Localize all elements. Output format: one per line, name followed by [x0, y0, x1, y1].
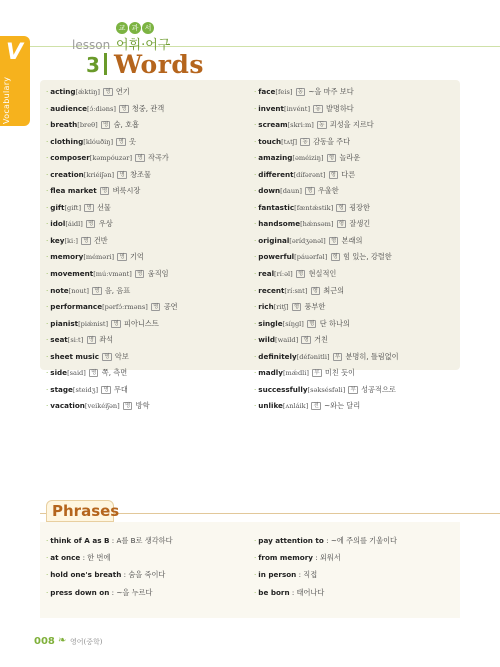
phrase-column-right — [254, 532, 474, 601]
phrase-column-left — [46, 532, 246, 601]
phrase-english: at once — [50, 553, 81, 563]
bullet-icon: · — [254, 335, 257, 345]
word-korean: 굉장한 — [349, 202, 370, 212]
word-entry — [46, 299, 246, 316]
bullet-icon: · — [254, 153, 257, 163]
word-phonetic: [nout] — [68, 286, 89, 295]
bullet-icon: · — [46, 169, 49, 179]
word-entry — [46, 233, 246, 250]
word-korean: 최근의 — [323, 285, 345, 295]
word-english: audience — [50, 103, 87, 113]
bullet-icon: · — [46, 219, 49, 229]
bullet-icon: · — [46, 384, 49, 394]
word-korean: 우울한 — [317, 186, 339, 196]
part-of-speech-badge: 동 — [319, 122, 325, 129]
word-korean: 단 하나의 — [319, 318, 350, 328]
bullet-icon: · — [46, 202, 49, 212]
word-korean: 건반 — [93, 235, 108, 245]
word-english: rich — [258, 302, 274, 312]
word-entry — [254, 216, 454, 233]
word-entry — [254, 150, 454, 167]
word-english: gift — [50, 202, 65, 212]
word-english: madly — [258, 368, 283, 378]
phrase-english: from memory — [258, 553, 313, 563]
word-korean: 쪽, 측면 — [101, 368, 128, 378]
word-entry — [254, 283, 454, 300]
bullet-icon: · — [254, 553, 257, 563]
word-english: memory — [50, 252, 84, 262]
word-korean: 옷 — [128, 136, 136, 146]
part-of-speech-badge: 명 — [121, 105, 127, 112]
word-english: face — [258, 87, 276, 96]
bullet-icon: · — [254, 587, 257, 597]
word-english: different — [258, 169, 294, 179]
phrase-english: hold one's breath — [50, 570, 122, 580]
badge-char: 서 — [142, 22, 154, 34]
word-korean: 피아니스트 — [124, 318, 159, 328]
word-english: stage — [50, 384, 73, 394]
textbook-badge — [116, 22, 155, 34]
footer-text: 영어(중학) — [70, 638, 103, 646]
word-phonetic: [daun] — [280, 187, 302, 196]
phrases-title: Phrases — [52, 502, 120, 520]
word-english: unlike — [258, 401, 283, 411]
part-of-speech-badge: 형 — [303, 337, 309, 344]
word-entry — [254, 382, 454, 399]
word-phonetic: [ərídʒənəl] — [289, 236, 326, 245]
word-phonetic: [steidʒ] — [72, 385, 99, 394]
word-phonetic: [klóuðiŋ] — [83, 137, 114, 146]
part-of-speech-badge: 명 — [86, 204, 92, 211]
phrase-separator: : — [289, 587, 297, 597]
word-english: acting — [50, 87, 76, 96]
word-english: successfully — [258, 384, 308, 394]
word-korean: 기억 — [129, 252, 144, 262]
word-entry — [254, 117, 454, 134]
phrase-entry — [46, 566, 246, 583]
page-number: 008 — [34, 636, 55, 647]
bullet-icon: · — [254, 536, 257, 545]
word-entry — [254, 84, 454, 101]
word-english: single — [258, 318, 283, 328]
word-english: fantastic — [258, 202, 295, 212]
part-of-speech-badge: 형 — [307, 188, 313, 195]
lesson-label: lesson — [72, 38, 111, 52]
part-of-speech-badge: 형 — [338, 204, 344, 211]
part-of-speech-badge: 형 — [309, 320, 315, 327]
phrase-korean: 외워서 — [319, 553, 341, 563]
word-english: recent — [258, 285, 285, 295]
word-entry — [254, 316, 454, 333]
word-column-right — [254, 84, 454, 415]
part-of-speech-badge: 명 — [88, 337, 94, 344]
word-entry — [254, 101, 454, 118]
word-english: touch — [258, 136, 282, 146]
word-phonetic: [pərfɔ́ːrməns] — [102, 303, 148, 312]
word-phonetic: [invént] — [284, 104, 311, 113]
word-entry — [46, 266, 246, 283]
word-english: flea market — [50, 186, 97, 196]
bullet-icon: · — [254, 252, 257, 262]
lesson-number-bar — [104, 53, 107, 75]
part-of-speech-badge: 명 — [83, 237, 89, 244]
word-english: sheet music — [50, 351, 99, 361]
bullet-icon: · — [254, 202, 257, 212]
part-of-speech-badge: 명 — [153, 304, 159, 311]
word-phonetic: [siːt] — [67, 336, 84, 345]
word-english: powerful — [258, 252, 295, 262]
word-korean: 벼룩시장 — [112, 186, 141, 196]
word-korean: 놀라운 — [339, 153, 361, 163]
bullet-icon: · — [254, 235, 257, 245]
word-phonetic: [ɔ́ːdiəns] — [87, 104, 116, 113]
phrase-korean: 한 번에 — [87, 553, 111, 563]
phrase-korean: ~을 누르다 — [116, 587, 153, 597]
word-entry — [46, 382, 246, 399]
phrase-entry — [46, 584, 246, 601]
phrase-separator: : — [296, 570, 304, 580]
word-korean: 창조물 — [130, 169, 151, 179]
word-english: amazing — [258, 153, 293, 163]
part-of-speech-badge: 명 — [119, 254, 125, 261]
word-phonetic: [feis] — [275, 88, 293, 96]
bullet-icon: · — [46, 186, 49, 196]
bullet-icon: · — [46, 351, 49, 361]
word-english: seat — [50, 335, 68, 345]
part-of-speech-badge: 명 — [105, 89, 111, 95]
phrase-entry — [254, 549, 474, 566]
word-korean: 방학 — [135, 401, 150, 411]
word-english: handsome — [258, 219, 301, 229]
word-korean: 숨, 호흡 — [113, 120, 139, 130]
word-phonetic: [fæntǽstik] — [294, 203, 334, 212]
word-entry — [46, 134, 246, 151]
word-entry — [46, 216, 246, 233]
word-entry — [46, 150, 246, 167]
word-phonetic: [kəmpóuzər] — [89, 154, 133, 163]
phrase-separator: : — [80, 553, 88, 563]
phrase-entry — [46, 532, 246, 549]
word-korean: 무대 — [113, 384, 128, 394]
word-column-left — [46, 84, 246, 415]
word-korean: 분명히, 틀림없이 — [345, 351, 399, 361]
word-phonetic: [veikéiʃən] — [84, 402, 120, 411]
bullet-icon: · — [46, 87, 49, 96]
part-of-speech-badge: 명 — [113, 320, 119, 327]
bullet-icon: · — [46, 153, 49, 163]
word-phonetic: [áidl] — [65, 220, 83, 229]
phrase-separator: : — [109, 587, 117, 597]
part-of-speech-badge: 명 — [118, 138, 124, 145]
word-korean: 다른 — [341, 169, 356, 179]
word-entry — [254, 167, 454, 184]
word-korean: ~을 마주 보다 — [308, 87, 354, 96]
bullet-icon: · — [254, 318, 257, 328]
word-korean: 본래의 — [341, 235, 363, 245]
phrase-korean: 숨을 죽이다 — [128, 570, 166, 580]
word-phonetic: [səksésfəli] — [307, 385, 346, 394]
badge-char: 과 — [129, 22, 141, 34]
word-entry — [254, 266, 454, 283]
word-korean: 거친 — [314, 335, 328, 345]
word-korean: 감동을 주다 — [313, 136, 351, 146]
bullet-icon: · — [254, 368, 257, 378]
word-phonetic: [páuərfəl] — [294, 253, 328, 262]
bullet-icon: · — [254, 169, 257, 179]
word-entry — [254, 398, 454, 415]
word-entry — [46, 249, 246, 266]
badge-char: 교 — [116, 22, 128, 34]
bullet-icon: · — [254, 302, 257, 312]
word-entry — [254, 200, 454, 217]
bullet-icon: · — [254, 186, 257, 196]
bullet-icon: · — [46, 302, 49, 312]
word-phonetic: [əméiziŋ] — [292, 154, 324, 163]
phrase-entry — [46, 549, 246, 566]
part-of-speech-badge: 부 — [334, 353, 341, 360]
phrase-entry — [254, 532, 474, 549]
bullet-icon: · — [254, 570, 257, 580]
bullet-icon: · — [46, 269, 49, 279]
bullet-icon: · — [46, 335, 49, 345]
word-english: note — [50, 285, 69, 295]
word-korean: 작곡가 — [147, 153, 169, 163]
phrase-separator: : — [109, 536, 117, 545]
bullet-icon: · — [46, 252, 49, 262]
word-phonetic: [kiː] — [64, 236, 78, 245]
word-phonetic: [défənitli] — [296, 352, 330, 361]
part-of-speech-badge: 부 — [350, 386, 356, 393]
page-title: Words — [114, 50, 204, 79]
word-english: composer — [50, 153, 90, 163]
word-phonetic: [piǽnist] — [78, 319, 109, 328]
part-of-speech-badge: 부 — [314, 370, 320, 377]
part-of-speech-badge: 명 — [104, 353, 110, 360]
word-phonetic: [said] — [67, 369, 86, 378]
bullet-icon: · — [46, 136, 49, 146]
vocabulary-side-tab — [0, 36, 30, 126]
word-korean: 음, 음표 — [104, 285, 131, 295]
word-korean: 움직임 — [147, 269, 169, 279]
word-korean: 공연 — [163, 302, 178, 312]
word-entry — [254, 233, 454, 250]
bullet-icon: · — [254, 285, 257, 295]
part-of-speech-badge: 형 — [338, 221, 345, 228]
part-of-speech-badge: 명 — [137, 155, 143, 162]
word-entry — [46, 167, 246, 184]
phrase-english: be born — [258, 587, 290, 597]
word-english: definitely — [258, 351, 297, 361]
bullet-icon: · — [46, 103, 49, 113]
part-of-speech-badge: 형 — [293, 304, 300, 311]
part-of-speech-badge: 명 — [119, 171, 125, 178]
word-phonetic: [waild] — [275, 336, 299, 345]
word-korean: 풍부한 — [304, 302, 326, 312]
word-entry — [254, 365, 454, 382]
bullet-icon: · — [254, 120, 257, 130]
word-phonetic: [gift] — [64, 203, 82, 212]
phrase-korean: 태어나다 — [296, 587, 325, 597]
bullet-icon: · — [46, 235, 49, 245]
bullet-icon: · — [46, 285, 49, 295]
word-korean: 악보 — [114, 351, 129, 361]
word-english: side — [50, 368, 68, 378]
word-korean: 현실적인 — [308, 269, 337, 279]
part-of-speech-badge: 형 — [312, 287, 318, 294]
word-entry — [254, 299, 454, 316]
word-korean: 성공적으로 — [361, 384, 396, 394]
word-entry — [46, 283, 246, 300]
word-phonetic: [kriéiʃən] — [83, 170, 115, 179]
part-of-speech-badge: 형 — [331, 237, 337, 244]
word-korean: 청중, 관객 — [131, 103, 165, 113]
bullet-icon: · — [46, 401, 49, 411]
word-english: clothing — [50, 136, 84, 146]
part-of-speech-badge: 형 — [328, 155, 335, 162]
word-english: movement — [50, 269, 94, 279]
word-phonetic: [múːvmənt] — [93, 270, 132, 279]
word-english: real — [258, 269, 275, 279]
part-of-speech-badge: 동 — [315, 105, 321, 112]
part-of-speech-badge: 명 — [137, 271, 143, 278]
phrase-entry — [254, 584, 474, 601]
word-english: key — [50, 235, 65, 245]
word-list-box — [40, 80, 460, 411]
word-phonetic: [ʌnláik] — [282, 402, 309, 411]
word-english: creation — [50, 169, 84, 179]
part-of-speech-badge: 형 — [332, 254, 338, 261]
side-tab-letter: V — [6, 40, 24, 65]
bullet-icon: · — [254, 219, 257, 229]
phrase-entry — [254, 566, 474, 583]
word-phonetic: [mǽdli] — [282, 369, 309, 378]
phrase-separator: : — [312, 553, 320, 563]
bullet-icon: · — [254, 269, 257, 279]
part-of-speech-badge: 명 — [91, 370, 97, 377]
word-english: invent — [258, 103, 284, 113]
word-phonetic: [dífərənt] — [293, 170, 326, 179]
bullet-icon: · — [46, 570, 49, 580]
word-phonetic: [tʌtʃ] — [281, 137, 298, 146]
word-korean: 좌석 — [99, 335, 114, 345]
bullet-icon: · — [254, 136, 257, 146]
part-of-speech-badge: 동 — [297, 89, 304, 95]
word-korean: 힘 있는, 강렬한 — [343, 252, 392, 262]
word-english: idol — [50, 219, 66, 229]
part-of-speech-badge: 동 — [302, 138, 308, 145]
word-phonetic: [ǽktiŋ] — [75, 88, 100, 96]
part-of-speech-badge: 명 — [94, 287, 100, 294]
word-korean: 선물 — [96, 202, 111, 212]
word-korean: 연기 — [115, 87, 130, 96]
word-phonetic: [hǽnsəm] — [300, 220, 334, 229]
word-entry — [254, 349, 454, 366]
word-entry — [46, 398, 246, 415]
word-korean: 괴성을 지르다 — [329, 120, 374, 130]
word-english: performance — [50, 302, 103, 312]
phrase-korean: A를 B로 생각하다 — [116, 536, 173, 545]
phrase-korean: 직접 — [303, 570, 318, 580]
phrase-english: think of A as B — [50, 536, 110, 545]
word-english: pianist — [50, 318, 79, 328]
phrase-separator: : — [323, 536, 331, 545]
word-phonetic: [ritʃ] — [273, 303, 289, 312]
phrase-english: press down on — [50, 587, 110, 597]
bullet-icon: · — [254, 384, 257, 394]
bullet-icon: · — [254, 103, 257, 113]
part-of-speech-badge: 명 — [101, 188, 108, 195]
side-tab-label: Vocabulary — [2, 76, 11, 124]
word-korean: 미친 듯이 — [324, 368, 355, 378]
word-entry — [46, 183, 246, 200]
korean-subtitle: 어휘·어구 — [116, 38, 171, 53]
word-english: vacation — [50, 401, 85, 411]
word-korean: 발명하다 — [325, 103, 354, 113]
part-of-speech-badge: 명 — [125, 403, 131, 410]
word-phonetic: [síŋgl] — [282, 319, 304, 328]
word-phonetic: [skriːm] — [287, 121, 314, 130]
word-entry — [46, 349, 246, 366]
word-entry — [254, 332, 454, 349]
word-entry — [46, 101, 246, 118]
word-entry — [46, 316, 246, 333]
bullet-icon: · — [46, 553, 49, 563]
word-entry — [46, 200, 246, 217]
part-of-speech-badge: 형 — [330, 171, 336, 178]
bullet-icon: · — [46, 120, 49, 130]
word-english: breath — [50, 120, 78, 130]
phrase-english: pay attention to — [258, 536, 324, 545]
word-entry — [254, 183, 454, 200]
part-of-speech-badge: 명 — [102, 122, 109, 129]
word-english: original — [258, 235, 290, 245]
phrase-english: in person — [258, 570, 297, 580]
word-english: scream — [258, 120, 288, 130]
leaf-icon: ❧ — [58, 635, 67, 646]
part-of-speech-badge: 형 — [297, 271, 304, 278]
word-phonetic: [breθ] — [77, 121, 98, 130]
word-phonetic: [ríːəl] — [274, 270, 293, 279]
part-of-speech-badge: 명 — [103, 386, 109, 393]
part-of-speech-badge: 전 — [313, 403, 319, 410]
word-phonetic: [ríːsnt] — [284, 286, 308, 295]
word-entry — [46, 84, 246, 101]
bullet-icon: · — [254, 87, 257, 96]
word-entry — [46, 365, 246, 382]
word-entry — [46, 332, 246, 349]
phrase-korean: ~에 주의를 기울이다 — [330, 536, 397, 545]
bullet-icon: · — [46, 318, 49, 328]
bullet-icon: · — [46, 368, 49, 378]
word-entry — [254, 249, 454, 266]
word-english: wild — [258, 335, 276, 345]
part-of-speech-badge: 명 — [88, 221, 94, 228]
word-korean: ~와는 달리 — [324, 401, 361, 411]
bullet-icon: · — [46, 536, 49, 545]
bullet-icon: · — [254, 351, 257, 361]
lesson-number: 3 — [86, 53, 100, 77]
phrase-separator: : — [121, 570, 129, 580]
bullet-icon: · — [46, 587, 49, 597]
word-korean: 잘생긴 — [349, 219, 371, 229]
word-korean: 우상 — [98, 219, 113, 229]
word-english: down — [258, 186, 281, 196]
word-entry — [254, 134, 454, 151]
word-entry — [46, 117, 246, 134]
word-phonetic: [méməri] — [83, 253, 115, 262]
bullet-icon: · — [254, 401, 257, 411]
